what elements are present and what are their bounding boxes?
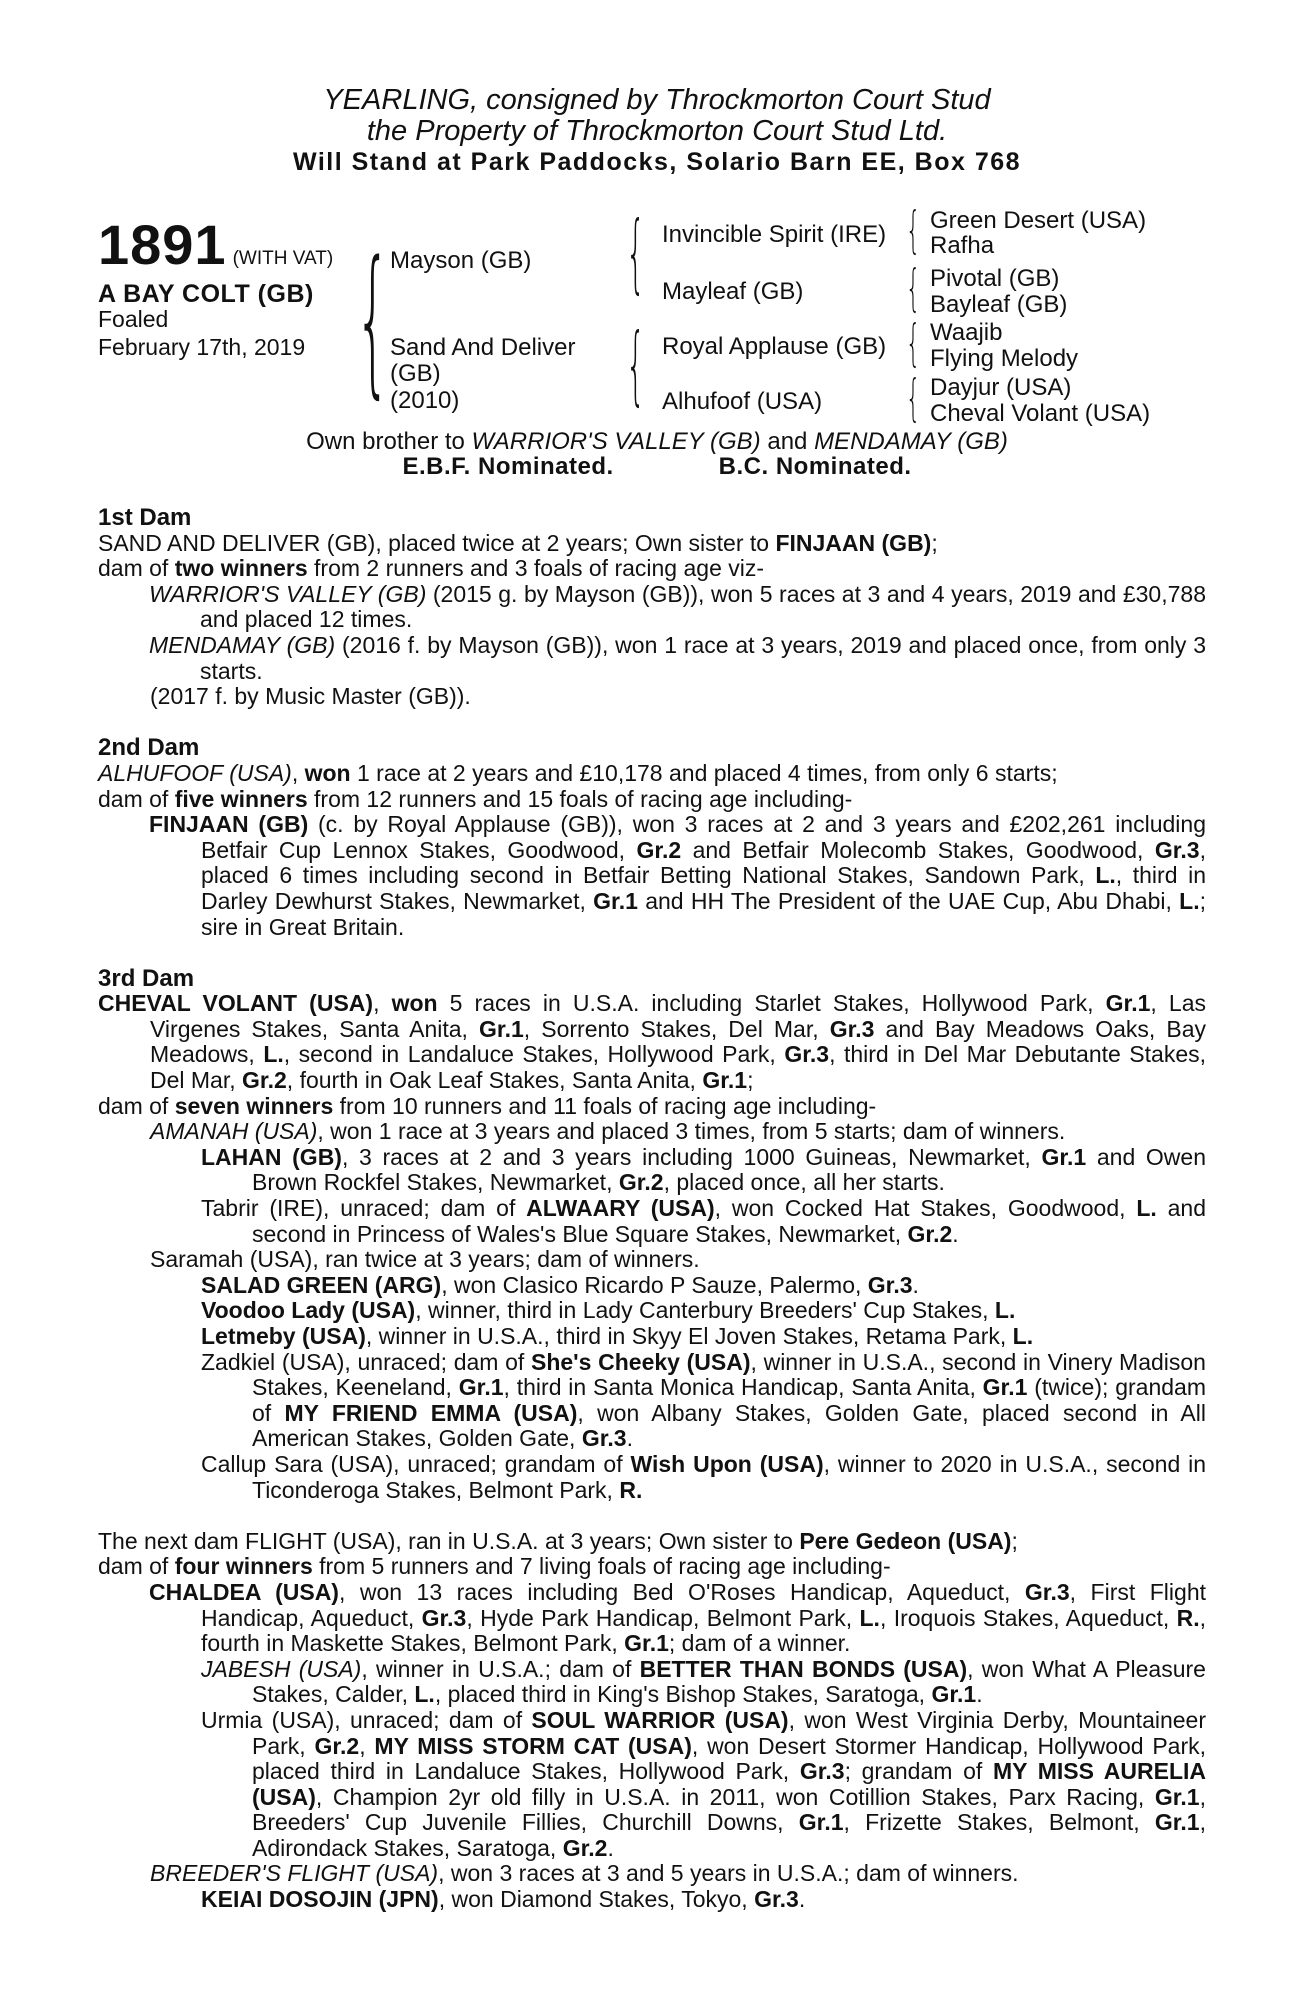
- brace-sire-dam: {: [355, 226, 391, 413]
- text: , third in Del Mar Debutante Stakes, Del Mar,: [150, 1041, 1207, 1094]
- text: , winner to 2020 in U.S.A., second in Ticonderoga Stakes, Belmont Park,: [252, 1450, 1207, 1503]
- grade: L.: [859, 1604, 880, 1631]
- text: Tabrir (IRE), unraced; dam of: [201, 1195, 527, 1222]
- produce-entry: Saramah (USA), ran twice at 3 years; dam of winners.: [150, 1246, 700, 1273]
- next-dam-summary: [98, 1529, 1206, 1555]
- horse-name: CHEVAL VOLANT (USA): [98, 990, 374, 1017]
- produce-entry: [98, 1145, 1206, 1196]
- grade: L.: [414, 1681, 435, 1708]
- text: ,: [373, 990, 392, 1017]
- text: , won Diamond Stakes, Tokyo,: [438, 1886, 755, 1913]
- brace-sire-parents: {: [626, 203, 646, 303]
- lot-description: A BAY COLT (GB): [98, 280, 314, 308]
- grade: Gr.1: [931, 1681, 977, 1708]
- horse-name: MY MISS AURELIA (USA): [252, 1758, 1207, 1810]
- text: SAND AND DELIVER (GB), placed twice at 2 years; Own sister to: [98, 529, 776, 556]
- text: ,: [359, 1732, 375, 1759]
- produce-entry: [98, 1273, 1206, 1299]
- text: and Owen Brown Rockfel Stakes, Newmarket,: [252, 1143, 1206, 1196]
- text: .: [626, 1425, 633, 1452]
- text: (2016 f. by Mayson (GB)), won 1 race at 3 years, 2019 and placed once, from only 3 starts.: [200, 631, 1207, 684]
- produce-entry: [98, 1324, 1206, 1350]
- second-dam-summary: [98, 761, 1206, 787]
- text: , First Flight Handicap, Aqueduct,: [201, 1578, 1207, 1631]
- first-dam-heading: 1st Dam: [98, 504, 192, 531]
- horse-name: ALWAARY (USA): [526, 1195, 715, 1222]
- text: from 2 runners and 3 foals of racing age viz-: [307, 555, 765, 582]
- text: , won Clasico Ricardo P Sauze, Palermo,: [441, 1271, 868, 1298]
- horse-name: SOUL WARRIOR (USA): [531, 1706, 789, 1733]
- foaled-label: Foaled: [98, 306, 169, 332]
- horse-name: LAHAN (GB): [201, 1143, 342, 1170]
- produce-entry: [98, 1861, 1206, 1887]
- text: , Adirondack Stakes, Saratoga,: [252, 1809, 1206, 1861]
- grade: L.: [263, 1041, 284, 1068]
- produce-entry: [98, 1580, 1206, 1657]
- text: four winners: [174, 1553, 313, 1580]
- text: (twice); grandam of: [252, 1374, 1206, 1426]
- grade: Gr.3: [754, 1886, 799, 1913]
- text: Zadkiel (USA), unraced; dam of: [201, 1348, 531, 1375]
- note-sibling-2: MENDAMAY (GB): [814, 428, 1008, 455]
- produce-entry: [98, 1119, 1206, 1145]
- text: Callup Sara (USA), unraced; grandam of: [201, 1450, 631, 1477]
- text: , winner in U.S.A., third in Skyy El Joven Stakes, Retama Park,: [365, 1323, 1013, 1349]
- horse-name: WARRIOR'S VALLEY (GB): [149, 580, 427, 607]
- bc-nominated: B.C. Nominated.: [718, 453, 912, 480]
- text: , Sorrento Stakes, Del Mar,: [523, 1015, 830, 1042]
- text: .: [798, 1886, 806, 1913]
- horse-name: MY MISS STORM CAT (USA): [374, 1732, 692, 1759]
- text: .: [607, 1834, 614, 1861]
- grade: L.: [1179, 887, 1200, 914]
- pedigree-dsd: Flying Melody: [930, 345, 1079, 372]
- text: , won West Virginia Derby, Mountaineer Park,: [252, 1706, 1207, 1759]
- grade: Gr.3: [784, 1041, 830, 1068]
- grade: R.: [1176, 1604, 1200, 1631]
- text: , Frizette Stakes, Belmont,: [843, 1809, 1155, 1836]
- text: and second in Princess of Wales's Blue Square Stakes, Newmarket,: [252, 1195, 1207, 1247]
- first-dam-summary: [98, 531, 1206, 557]
- text: , won 3 races at 3 and 5 years in U.S.A.; dam of winners.: [438, 1860, 1019, 1887]
- text: , won Desert Stormer Handicap, Hollywood Park, placed third in Landaluce Stakes, Hollywood Park,: [252, 1732, 1207, 1785]
- produce-entry: [98, 1657, 1206, 1708]
- text: , won 1 race at 3 years and placed 3 times, from 5 starts; dam of winners.: [317, 1118, 1066, 1145]
- pedigree-sss: Green Desert (USA): [930, 207, 1147, 234]
- text: 5 races in U.S.A. including Starlet Stakes, Hollywood Park,: [437, 990, 1106, 1017]
- text: , placed 6 times including second in Betfair Betting National Stakes, Sandown Park,: [201, 836, 1206, 889]
- pedigree-sire: Mayson (GB): [390, 247, 532, 274]
- grade: Gr.2: [618, 1169, 664, 1196]
- pedigree-sire-dam: Mayleaf (GB): [662, 278, 804, 305]
- pedigree-dam-dam: Alhufoof (USA): [662, 388, 823, 415]
- text: , fourth in Maskette Stakes, Belmont Park,: [201, 1604, 1206, 1657]
- brace-dam-parents: {: [626, 315, 646, 415]
- grade: Gr.3: [1154, 836, 1200, 863]
- horse-name: Pere Gedeon (USA): [799, 1527, 1012, 1554]
- second-dam-produce: [98, 787, 1206, 813]
- horse-name: ALHUFOOF (USA): [98, 759, 292, 786]
- text: won: [391, 990, 438, 1017]
- grade: Gr.1: [702, 1067, 748, 1094]
- grade: Gr.1: [1154, 1809, 1200, 1836]
- third-dam-heading: 3rd Dam: [98, 964, 195, 992]
- produce-entry: [98, 582, 1206, 633]
- horse-name: JABESH (USA): [201, 1655, 362, 1682]
- grade: Gr.1: [479, 1015, 524, 1042]
- horse-name: She's Cheeky (USA): [531, 1348, 751, 1375]
- text: ; sire in Great Britain.: [201, 887, 1206, 940]
- produce-entry: [98, 1708, 1206, 1862]
- text: from 10 runners and 11 foals of racing age including-: [333, 1092, 877, 1119]
- text: , third in Darley Dewhurst Stakes, Newmarket,: [201, 862, 1206, 914]
- grade: Gr.2: [314, 1732, 360, 1759]
- grade: L.: [1136, 1195, 1157, 1222]
- text: , 3 races at 2 and 3 years including 1000 Guineas, Newmarket,: [341, 1143, 1042, 1170]
- third-dam-produce: [98, 1094, 1206, 1120]
- grade: Gr.1: [1041, 1143, 1087, 1170]
- grade: Gr.3: [867, 1271, 913, 1298]
- grade: Gr.3: [581, 1425, 627, 1452]
- text: from 12 runners and 15 foals of racing age including-: [307, 785, 853, 812]
- grade: Gr.1: [798, 1809, 844, 1836]
- text: , winner in U.S.A.; dam of: [361, 1655, 640, 1682]
- own-brother-note: [0, 428, 1314, 456]
- second-dam-heading: 2nd Dam: [98, 734, 200, 762]
- text: , won Cocked Hat Stakes, Goodwood,: [714, 1195, 1137, 1222]
- grade: Gr.1: [593, 887, 638, 914]
- text: and Betfair Molecomb Stakes, Goodwood,: [681, 836, 1155, 863]
- text: , fourth in Oak Leaf Stakes, Santa Anita,: [286, 1067, 703, 1094]
- pedigree-sire-sire: Invincible Spirit (IRE): [662, 221, 887, 248]
- produce-entry: [98, 1350, 1206, 1452]
- text: , Hyde Park Handicap, Belmont Park,: [466, 1604, 860, 1631]
- text: ;: [747, 1067, 754, 1094]
- text: , Breeders' Cup Juvenile Fillies, Churchill Downs,: [252, 1783, 1206, 1836]
- text: , winner in U.S.A., second in Vinery Madison Stakes, Keeneland,: [252, 1348, 1206, 1401]
- grade: R.: [619, 1476, 643, 1503]
- horse-name: BREEDER'S FLIGHT (USA): [150, 1860, 439, 1887]
- nominations: [0, 453, 1314, 481]
- text: , won 13 races including Bed O'Roses Handicap, Aqueduct,: [338, 1578, 1025, 1605]
- horse-name: Letmeby (USA): [201, 1323, 366, 1349]
- text: from 5 runners and 7 living foals of racing age including-: [312, 1553, 891, 1580]
- grade: Gr.3: [421, 1604, 467, 1631]
- text: .: [976, 1681, 983, 1708]
- horse-name: MY FRIEND EMMA (USA): [284, 1399, 578, 1426]
- horse-name: MENDAMAY (GB): [149, 631, 336, 658]
- ebf-nominated: E.B.F. Nominated.: [402, 453, 614, 480]
- grade: Gr.1: [1154, 1783, 1200, 1810]
- horse-name: KEIAI DOSOJIN (JPN): [201, 1886, 439, 1913]
- grade: Gr.1: [458, 1374, 504, 1401]
- text: won: [304, 759, 351, 786]
- horse-name: Voodoo Lady (USA): [201, 1297, 416, 1324]
- text: two winners: [174, 555, 308, 582]
- produce-entry: [98, 1298, 1206, 1324]
- grade: Gr.2: [636, 836, 682, 863]
- lot-heading: [98, 212, 333, 277]
- text: 1 race at 2 years and £10,178 and placed 4 times, from only 6 starts;: [350, 759, 1058, 786]
- grade: L.: [994, 1297, 1016, 1324]
- horse-name: BETTER THAN BONDS (USA): [639, 1655, 968, 1682]
- grade: Gr.2: [907, 1220, 953, 1247]
- text: , Las Virgenes Stakes, Santa Anita,: [150, 990, 1206, 1042]
- text: Urmia (USA), unraced; dam of: [201, 1706, 532, 1733]
- text: dam of: [98, 1092, 175, 1119]
- text: , Champion 2yr old filly in U.S.A. in 2011, won Cotillion Stakes, Parx Racing,: [315, 1783, 1155, 1810]
- vat-label: (WITH VAT): [232, 248, 334, 269]
- consignor-line: YEARLING, consigned by Throckmorton Court Stud: [323, 84, 991, 116]
- pedigree-dam-year: (2010): [390, 387, 460, 414]
- horse-name: Wish Upon (USA): [630, 1450, 824, 1477]
- text: five winners: [174, 785, 308, 812]
- text: , won What A Pleasure Stakes, Calder,: [252, 1655, 1206, 1708]
- text: , second in Landaluce Stakes, Hollywood Park,: [283, 1041, 785, 1068]
- produce-entry: [98, 633, 1206, 684]
- grade: Gr.2: [562, 1834, 608, 1861]
- stabling-line: Will Stand at Park Paddocks, Solario Barn EE, Box 768: [292, 148, 1022, 176]
- grade: L.: [1012, 1323, 1034, 1349]
- text: , winner, third in Lady Canterbury Breeders' Cup Stakes,: [415, 1297, 995, 1324]
- brace-g3-2: {: [906, 259, 921, 317]
- grade: Gr.2: [242, 1067, 287, 1094]
- pedigree-sdd: Bayleaf (GB): [930, 291, 1068, 318]
- pedigree-ssd: Rafha: [930, 232, 995, 259]
- grade: Gr.1: [1105, 990, 1151, 1017]
- text: ,: [291, 759, 305, 786]
- text: (2015 g. by Mayson (GB)), won 5 races at 3 and 4 years, 2019 and £30,788 and placed 12 times.: [200, 580, 1206, 633]
- grade: L.: [1095, 862, 1116, 889]
- text: dam of: [98, 785, 175, 812]
- lot-number: 1891: [98, 213, 227, 276]
- produce-entry: [98, 1196, 1206, 1247]
- grade: Gr.3: [1024, 1578, 1070, 1605]
- text: The next dam FLIGHT (USA), ran in U.S.A. at 3 years; Own sister to: [98, 1527, 800, 1554]
- text: and Bay Meadows Oaks, Bay Meadows,: [150, 1015, 1206, 1068]
- produce-entry: [98, 1452, 1206, 1503]
- grade: Gr.1: [624, 1630, 669, 1657]
- horse-name: AMANAH (USA): [150, 1118, 318, 1145]
- text: .: [952, 1220, 959, 1247]
- pedigree-dam-sire: Royal Applause (GB): [662, 333, 887, 360]
- grade: Gr.3: [829, 1015, 875, 1042]
- text: ; grandam of: [844, 1758, 993, 1785]
- produce-entry: [98, 812, 1206, 940]
- note-sibling-1: WARRIOR'S VALLEY (GB): [471, 428, 761, 455]
- pedigree-dds: Dayjur (USA): [930, 374, 1072, 401]
- text: dam of: [98, 555, 175, 582]
- horse-name: SALAD GREEN (ARG): [201, 1271, 442, 1298]
- horse-name: FINJAAN (GB): [775, 529, 932, 556]
- text: , third in Santa Monica Handicap, Santa Anita,: [503, 1374, 983, 1401]
- brace-g3-3: {: [906, 314, 921, 372]
- pedigree-dam-country: (GB): [390, 360, 441, 387]
- text: ;: [1011, 1527, 1018, 1554]
- produce-entry: (2017 f. by Music Master (GB)).: [150, 683, 471, 710]
- text: , won Albany Stakes, Golden Gate, placed second in All American Stakes, Golden Gate,: [252, 1399, 1206, 1452]
- horse-name: CHALDEA (USA): [149, 1578, 339, 1605]
- text: ;: [931, 529, 938, 556]
- text: seven winners: [174, 1092, 334, 1119]
- grade: Gr.1: [982, 1374, 1028, 1401]
- first-dam-produce: [98, 556, 1206, 582]
- pedigree-sds: Pivotal (GB): [930, 265, 1060, 292]
- text: ; dam of a winner.: [668, 1630, 851, 1657]
- text: and HH The President of the UAE Cup, Abu Dhabi,: [637, 887, 1180, 914]
- note-and: and: [760, 428, 815, 455]
- produce-entry: [98, 1887, 1206, 1913]
- text: , placed once, all her starts.: [663, 1169, 945, 1196]
- note-prefix: Own brother to: [306, 428, 472, 455]
- grade: Gr.3: [799, 1758, 845, 1785]
- text: , placed third in King's Bishop Stakes, Saratoga,: [434, 1681, 932, 1708]
- text: .: [912, 1271, 919, 1298]
- brace-g3-4: {: [906, 369, 921, 427]
- pedigree-dss: Waajib: [930, 319, 1003, 346]
- third-dam-summary: [98, 991, 1206, 1093]
- owner-line: the Property of Throckmorton Court Stud Ltd.: [366, 115, 948, 147]
- next-dam-produce: [98, 1554, 1206, 1580]
- dam-details: [98, 505, 1206, 1913]
- text: , Iroquois Stakes, Aqueduct,: [879, 1604, 1177, 1631]
- pedigree-ddd: Cheval Volant (USA): [930, 400, 1151, 427]
- horse-name: FINJAAN (GB): [149, 811, 309, 838]
- pedigree-dam-name: Sand And Deliver: [390, 334, 576, 361]
- brace-g3-1: {: [906, 201, 921, 259]
- text: (c. by Royal Applause (GB)), won 3 races at 2 and 3 years and £202,261 including Betfair Cup Lennox Stakes, Goodwood,: [201, 811, 1206, 863]
- text: dam of: [98, 1553, 175, 1580]
- foaled-date: February 17th, 2019: [98, 334, 306, 360]
